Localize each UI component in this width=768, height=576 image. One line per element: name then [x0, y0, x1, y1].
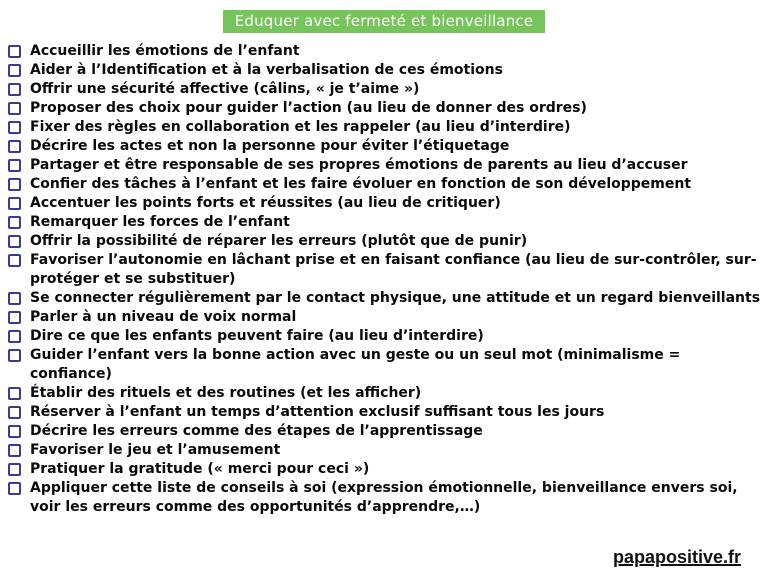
list-item — [0, 422, 762, 441]
item-label: Accueillir les émotions de l’enfant — [30, 43, 300, 59]
list-item — [0, 42, 762, 61]
item-label: Partager et être responsable de ses propres émotions de parents au lieu d’accuser — [30, 157, 688, 173]
list-item — [0, 479, 762, 517]
checkbox-icon[interactable] — [8, 349, 21, 362]
item-label: Appliquer cette liste de conseils à soi (expression émotionnelle, bienveillance envers soi, voir les erreurs comme des opportunités d’apprendre,…) — [30, 480, 738, 515]
checkbox-icon[interactable] — [8, 330, 21, 343]
item-label: Se connecter régulièrement par le contact physique, une attitude et un regard bienveillants — [30, 290, 761, 306]
checkbox-icon[interactable] — [8, 311, 21, 324]
site-link[interactable]: papapositive.fr — [612, 547, 741, 567]
checkbox-icon[interactable] — [8, 292, 21, 305]
item-label: Pratiquer la gratitude (« merci pour ceci ») — [30, 461, 370, 477]
checkbox-icon[interactable] — [8, 425, 21, 438]
item-label: Offrir la possibilité de réparer les erreurs (plutôt que de punir) — [30, 233, 528, 249]
list-item — [0, 99, 762, 118]
checkbox-icon[interactable] — [8, 387, 21, 400]
checklist — [0, 42, 768, 517]
checkbox-icon[interactable] — [8, 235, 21, 248]
banner-wrap — [0, 0, 768, 33]
list-item — [0, 137, 762, 156]
list-item — [0, 460, 762, 479]
checkbox-icon[interactable] — [8, 197, 21, 210]
item-label: Confier des tâches à l’enfant et les faire évoluer en fonction de son développement — [30, 176, 692, 192]
list-item — [0, 346, 762, 384]
checkbox-icon[interactable] — [8, 406, 21, 419]
list-item — [0, 232, 762, 251]
list-item — [0, 156, 762, 175]
checkbox-icon[interactable] — [8, 482, 21, 495]
list-item — [0, 308, 762, 327]
checkbox-icon[interactable] — [8, 140, 21, 153]
item-label: Décrire les erreurs comme des étapes de l’apprentissage — [30, 423, 483, 439]
item-label: Réserver à l’enfant un temps d’attention exclusif suffisant tous les jours — [30, 404, 605, 420]
item-label: Guider l’enfant vers la bonne action avec un geste ou un seul mot (minimalisme = confiance) — [30, 347, 681, 382]
page-title: Eduquer avec fermeté et bienveillance — [223, 10, 546, 33]
checkbox-icon[interactable] — [8, 45, 21, 58]
item-label: Accentuer les points forts et réussites (au lieu de critiquer) — [30, 195, 501, 211]
item-label: Dire ce que les enfants peuvent faire (au lieu d’interdire) — [30, 328, 484, 344]
list-item — [0, 80, 762, 99]
checkbox-icon[interactable] — [8, 121, 21, 134]
list-item — [0, 289, 762, 308]
list-item — [0, 175, 762, 194]
list-item — [0, 194, 762, 213]
checkbox-icon[interactable] — [8, 463, 21, 476]
item-label: Parler à un niveau de voix normal — [30, 309, 297, 325]
checkbox-icon[interactable] — [8, 102, 21, 115]
item-label: Offrir une sécurité affective (câlins, « je t’aime ») — [30, 81, 420, 97]
item-label: Établir des rituels et des routines (et les afficher) — [30, 385, 422, 401]
item-label: Proposer des choix pour guider l’action (au lieu de donner des ordres) — [30, 100, 587, 116]
list-item — [0, 441, 762, 460]
checkbox-icon[interactable] — [8, 254, 21, 267]
checkbox-icon[interactable] — [8, 444, 21, 457]
checkbox-icon[interactable] — [8, 64, 21, 77]
list-item — [0, 213, 762, 232]
item-label: Aider à l’Identification et à la verbalisation de ces émotions — [30, 62, 503, 78]
list-item — [0, 251, 762, 289]
item-label: Favoriser l’autonomie en lâchant prise et en faisant confiance (au lieu de sur-contrôler, sur-protéger et se substituer) — [30, 252, 757, 287]
list-item — [0, 61, 762, 80]
checkbox-icon[interactable] — [8, 178, 21, 191]
item-label: Fixer des règles en collaboration et les rappeler (au lieu d’interdire) — [30, 119, 571, 135]
list-item — [0, 384, 762, 403]
checkbox-icon[interactable] — [8, 159, 21, 172]
checkbox-icon[interactable] — [8, 83, 21, 96]
item-label: Favoriser le jeu et l’amusement — [30, 442, 281, 458]
checkbox-icon[interactable] — [8, 216, 21, 229]
item-label: Remarquer les forces de l’enfant — [30, 214, 290, 230]
list-item — [0, 403, 762, 422]
list-item — [0, 118, 762, 137]
item-label: Décrire les actes et non la personne pour éviter l’étiquetage — [30, 138, 510, 154]
list-item — [0, 327, 762, 346]
